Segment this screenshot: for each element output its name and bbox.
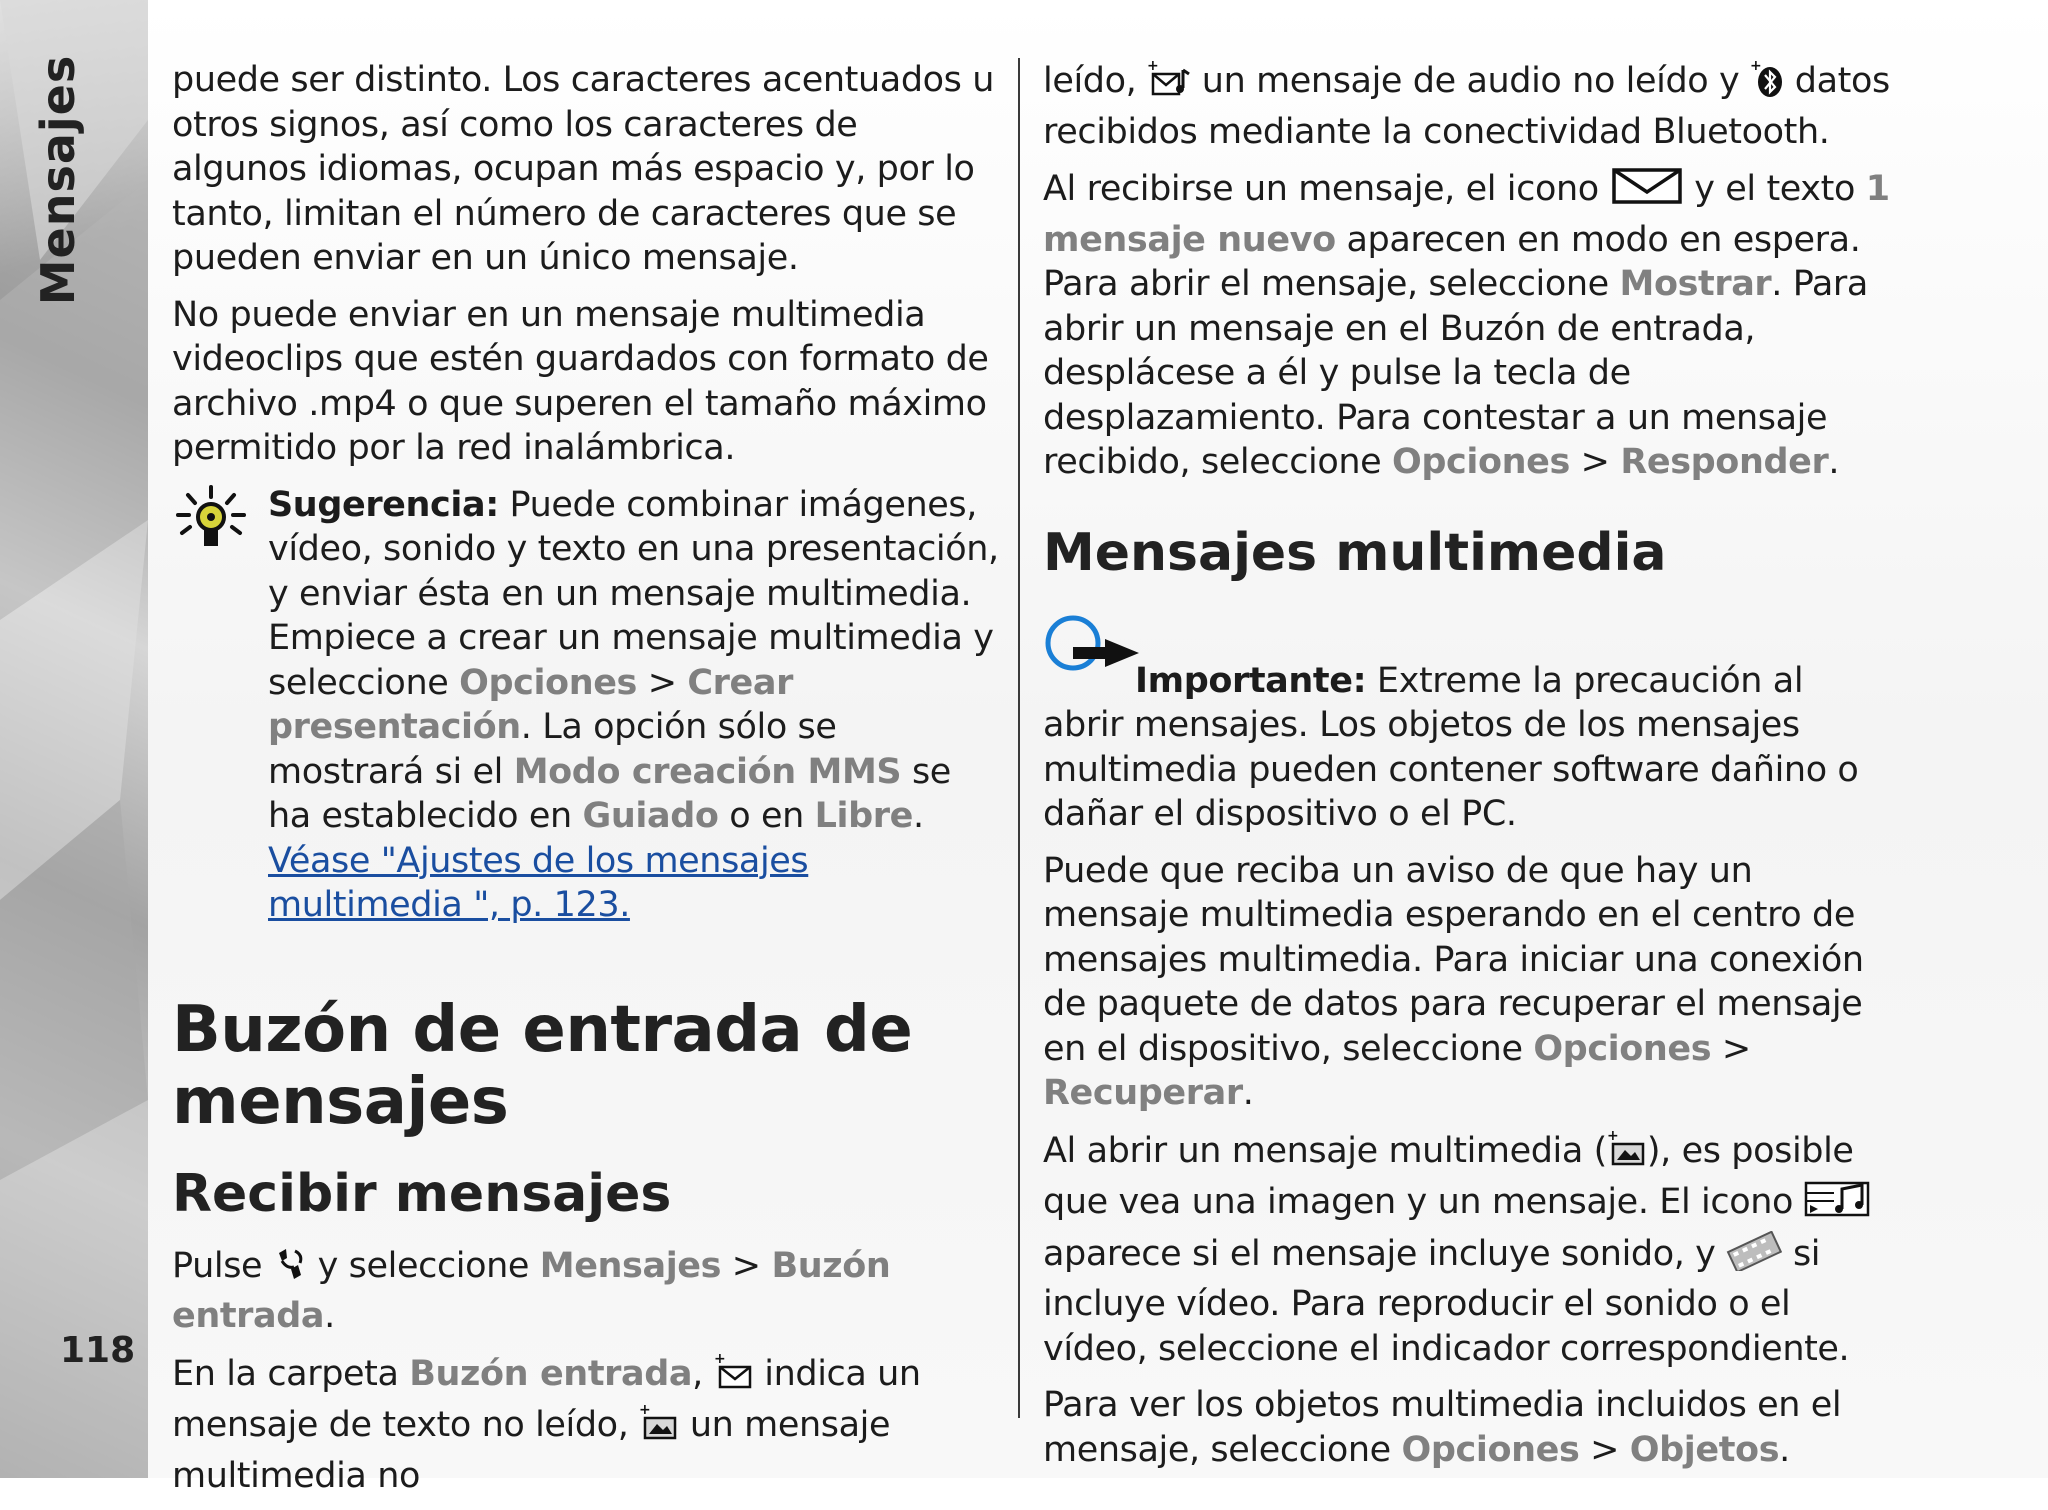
paragraph-char-limit: puede ser distinto. Los caracteres acentuados u otros signos, así como los caracteres de algunos idiomas, ocupan más espacio y, por lo tanto, limitan el número de caracteres que se pueden enviar en un único mensaje. (172, 60, 995, 278)
paragraph-open-multimedia (1043, 1128, 1893, 1372)
tip-text-5: . (912, 796, 924, 836)
menu-guiado: Guiado (582, 796, 719, 836)
tip-text-4: o en (718, 796, 815, 836)
sound-icon (1804, 1179, 1870, 1231)
heading-inbox: Buzón de entrada de mensajes (172, 992, 913, 1139)
menu-libre: Libre (814, 796, 913, 836)
r-p4-text-c: aparece si el mensaje incluye sonido, y (1043, 1233, 1727, 1274)
heading-receive: Recibir mensajes (172, 1163, 672, 1224)
left-column (172, 58, 1002, 1510)
lightbulb-icon (176, 485, 246, 559)
r-p1-text-b: un mensaje de audio no leído y (1191, 61, 1751, 101)
important-box (1043, 613, 1893, 837)
envelope-icon (1610, 166, 1684, 218)
r-p1-text-a: leído, (1043, 61, 1148, 101)
r-p5-separator: > (1579, 1429, 1630, 1470)
important-arrow-icon (1043, 613, 1143, 677)
menu-separator: > (636, 662, 688, 703)
svg-text:+: + (1606, 1127, 1619, 1144)
p4-text-c: indica un mensaje de texto no leído, (172, 1353, 921, 1445)
unread-multimedia-message-icon (639, 1402, 679, 1454)
tip-text (268, 483, 1002, 928)
menu-opciones-objects: Opciones (1401, 1429, 1580, 1470)
paragraph-retrieve (1043, 849, 1893, 1116)
video-icon (1726, 1231, 1782, 1283)
r-p2-text-e: . (1828, 442, 1840, 482)
p3-text-c: . (324, 1296, 335, 1336)
menu-mensajes: Mensajes (539, 1245, 722, 1286)
r-p2-text-c: aparecen en modo en espera. Para abrir el mensaje, seleccione (1043, 219, 1861, 304)
unread-audio-message-icon (1147, 58, 1191, 110)
tip-box (172, 483, 1002, 928)
r-p5-text-b: . (1779, 1429, 1790, 1470)
r-p2-text-b: y el texto (1683, 169, 1866, 209)
tip-text-3: se ha establecido en (268, 751, 951, 836)
r-p3-text-b: . (1242, 1073, 1254, 1113)
r-p2-text-d: . Para abrir un mensaje en el Buzón de entrada, desplácese a él y pulse la tecla de desplazamiento. Para contestar a un mensaje recibido, seleccione (1043, 264, 1868, 482)
menu-key-icon (273, 1245, 307, 1295)
svg-text:+: + (639, 1402, 651, 1418)
r-p5-text-a: Para ver los objetos multimedia incluidos en el mensaje, seleccione (1043, 1385, 1842, 1470)
svg-text:+: + (713, 1350, 725, 1367)
section-title: Mensajes (31, 54, 85, 306)
side-strip (0, 0, 148, 1478)
p4-text-b: , (692, 1353, 714, 1394)
p3-text-b: y seleccione (306, 1245, 540, 1286)
menu-recuperar: Recuperar (1043, 1073, 1243, 1113)
menu-crear-presentacion: Crear presentación (268, 662, 793, 747)
right-column (1043, 58, 1893, 1484)
paragraph-new-message (1043, 166, 1893, 485)
r-p2-text-a: Al recibirse un mensaje, el icono (1043, 169, 1610, 209)
p4-text-d: un mensaje multimedia no (172, 1405, 891, 1496)
r-p2-separator: > (1569, 442, 1621, 482)
svg-text:+: + (1147, 58, 1159, 74)
column-divider (1018, 58, 1020, 1418)
menu-objetos: Objetos (1629, 1429, 1780, 1470)
cross-reference-link[interactable]: Véase "Ajustes de los mensajes multimedia ", p. 123. (268, 840, 809, 925)
unread-text-message-icon (714, 1351, 754, 1403)
important-text (1043, 659, 1893, 837)
r-p3-text-a: Puede que reciba un aviso de que hay un mensaje multimedia esperando en el centro de mensajes multimedia. Para iniciar una conexión de paquete de datos para recuperar el mensaje en el dispositivo, seleccione (1043, 850, 1864, 1069)
page-number: 118 (60, 1330, 136, 1371)
tip-text-2: . La opción sólo se mostrará si el (268, 707, 837, 792)
menu-modo-creacion: Modo creación MMS (513, 751, 902, 792)
menu-buzon-entrada: Buzón entrada (172, 1245, 891, 1336)
r-p4-text-b: ), es posible que vea una imagen y un mensaje. El icono (1043, 1130, 1854, 1222)
menu-opciones-retrieve: Opciones (1533, 1028, 1712, 1069)
tip-text-1: Puede combinar imágenes, vídeo, sonido y texto en una presentación, y enviar ésta en un mensaje multimedia. Empiece a crear un mensaje multimedia y seleccione (268, 484, 999, 703)
softkey-mostrar: Mostrar (1619, 264, 1772, 304)
important-body: Extreme la precaución al abrir mensajes. Los objetos de los mensajes multimedia pueden contener software dañino o dañar el dispositivo o el PC. (1043, 660, 1859, 834)
menu-opciones: Opciones (459, 662, 637, 703)
important-label: Importante: (1135, 660, 1367, 701)
r-p4-text-a: Al abrir un mensaje multimedia ( (1043, 1130, 1607, 1171)
paragraph-objects (1043, 1383, 1893, 1472)
r-p3-separator: > (1711, 1028, 1751, 1069)
svg-text:+: + (1750, 58, 1762, 74)
bluetooth-data-icon (1750, 58, 1784, 110)
multimedia-message-icon (1607, 1128, 1647, 1180)
menu-responder: Responder (1620, 442, 1829, 482)
menu-opciones-reply: Opciones (1392, 442, 1570, 482)
tip-label: Sugerencia: (268, 484, 499, 525)
status-1-mensaje-nuevo: 1 mensaje nuevo (1043, 169, 1890, 260)
paragraph-inbox-icons (172, 1351, 1002, 1499)
p4-text-a: En la carpeta (172, 1353, 410, 1394)
paragraph-audio-bluetooth (1043, 58, 1893, 154)
paragraph-mp4-limit: No puede enviar en un mensaje multimedia videoclips que estén guardados con formato de archivo .mp4 o que superen el tamaño máximo permitido por la red inalámbrica. (172, 294, 989, 468)
paragraph-press-menu (172, 1244, 1002, 1339)
p3-text-a: Pulse (172, 1245, 273, 1286)
r-p1-text-c: datos recibidos mediante la conectividad Bluetooth. (1043, 61, 1890, 152)
p3-separator: > (721, 1245, 772, 1286)
folder-buzon-entrada: Buzón entrada (409, 1353, 693, 1394)
heading-multimedia: Mensajes multimedia (1043, 522, 1667, 583)
r-p4-text-d: si incluye vídeo. Para reproducir el sonido o el vídeo, seleccione el indicador correspondiente. (1043, 1233, 1850, 1369)
